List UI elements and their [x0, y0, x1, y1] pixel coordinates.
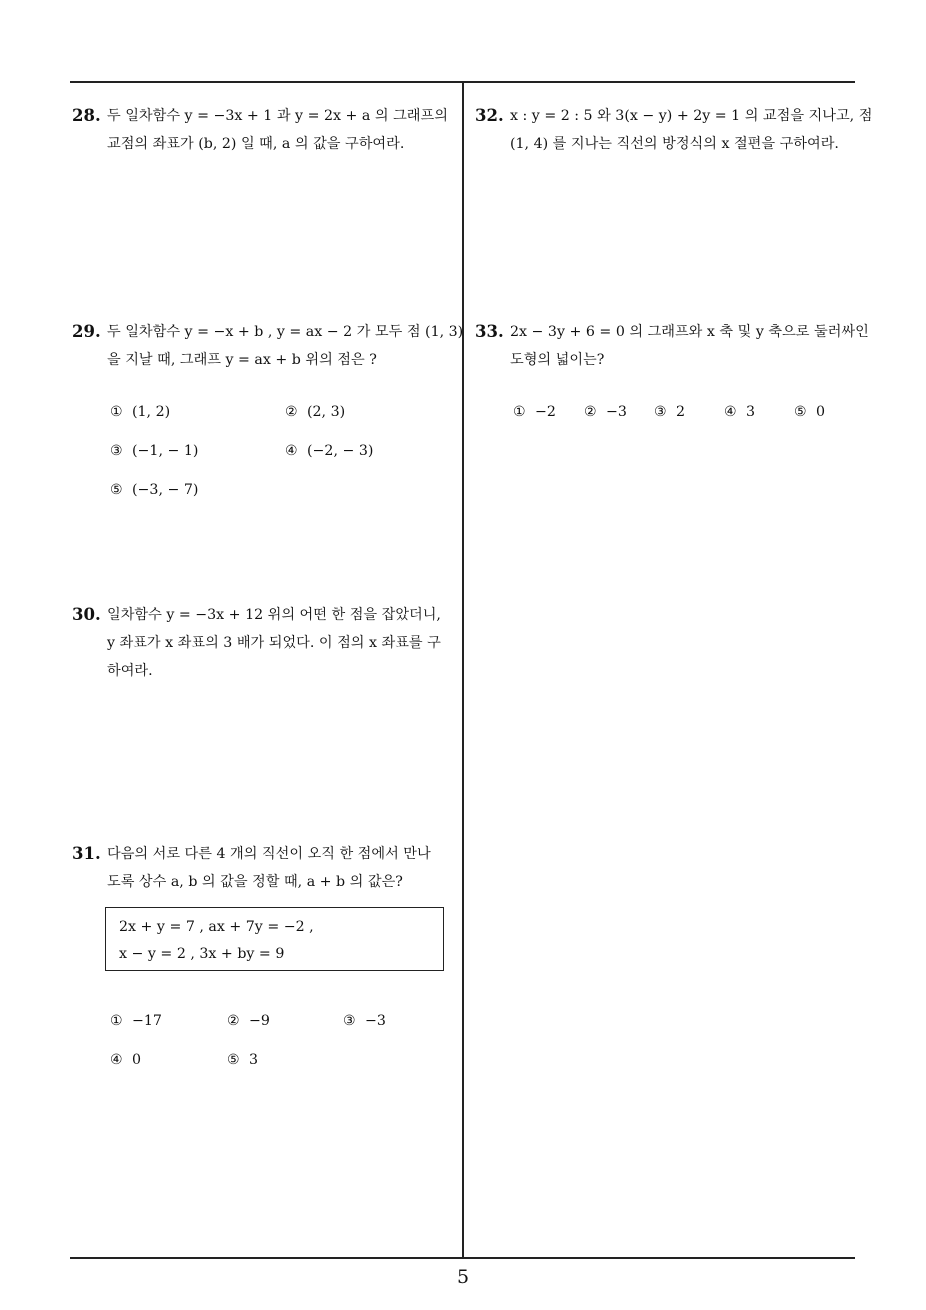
- page-number: 5: [456, 1266, 470, 1288]
- question-number: 30.: [72, 605, 101, 624]
- answer-option-3[interactable]: [110, 443, 198, 459]
- option-mark: ②: [584, 404, 597, 420]
- option-text: −17: [132, 1013, 162, 1029]
- option-text: (1, 2): [132, 404, 171, 420]
- answer-option-5[interactable]: [227, 1052, 258, 1068]
- bottom-rule: [70, 1257, 855, 1259]
- question-text-line: 도록 상수 a, b 의 값을 정할 때, a + b 의 값은?: [107, 874, 403, 890]
- answer-option-5[interactable]: [794, 404, 825, 420]
- option-text: −3: [606, 404, 627, 420]
- option-mark: ①: [513, 404, 526, 420]
- answer-option-3[interactable]: [654, 404, 685, 420]
- question-number: 33.: [475, 322, 504, 341]
- option-mark: ①: [110, 404, 123, 420]
- question-text-line: 두 일차함수 y = −3x + 1 과 y = 2x + a 의 그래프의: [107, 108, 448, 124]
- answer-option-2[interactable]: [584, 404, 627, 420]
- question-text-line: x : y = 2 : 5 와 3(x − y) + 2y = 1 의 교점을 지나고, 점: [510, 108, 873, 124]
- question-30: [72, 601, 441, 685]
- answer-option-3[interactable]: [343, 1013, 386, 1029]
- option-mark: ⑤: [110, 482, 123, 498]
- column-divider: [462, 82, 464, 1258]
- option-text: (−2, − 3): [307, 443, 374, 459]
- equations-line: 2x + y = 7 , ax + 7y = −2 ,: [119, 919, 314, 935]
- question-text-line: 교점의 좌표가 (b, 2) 일 때, a 의 값을 구하여라.: [107, 136, 405, 152]
- answer-option-4[interactable]: [724, 404, 755, 420]
- option-mark: ④: [724, 404, 737, 420]
- option-text: −3: [365, 1013, 386, 1029]
- answer-option-1[interactable]: [110, 404, 170, 420]
- answer-option-1[interactable]: [110, 1013, 162, 1029]
- question-number: 32.: [475, 106, 504, 125]
- question-32: [475, 102, 872, 158]
- option-mark: ②: [285, 404, 298, 420]
- option-mark: ②: [227, 1013, 240, 1029]
- question-text-line: 하여라.: [107, 663, 153, 679]
- answer-option-5[interactable]: [110, 482, 198, 498]
- option-text: 0: [816, 404, 826, 420]
- option-mark: ④: [285, 443, 298, 459]
- question-number: 31.: [72, 844, 101, 863]
- option-text: 0: [132, 1052, 142, 1068]
- option-text: 3: [746, 404, 756, 420]
- question-text-line: 두 일차함수 y = −x + b , y = ax − 2 가 모두 점 (1, 3): [107, 324, 464, 340]
- option-mark: ③: [110, 443, 123, 459]
- answer-option-2[interactable]: [285, 404, 345, 420]
- answer-option-2[interactable]: [227, 1013, 270, 1029]
- option-mark: ③: [654, 404, 667, 420]
- option-mark: ①: [110, 1013, 123, 1029]
- question-text-line: 다음의 서로 다른 4 개의 직선이 오직 한 점에서 만나: [107, 846, 431, 862]
- equations-box: [105, 907, 444, 971]
- option-text: −9: [249, 1013, 270, 1029]
- option-mark: ⑤: [794, 404, 807, 420]
- question-text-line: 을 지날 때, 그래프 y = ax + b 위의 점은 ?: [107, 352, 377, 368]
- question-29: [72, 318, 463, 374]
- option-text: 2: [676, 404, 686, 420]
- option-mark: ④: [110, 1052, 123, 1068]
- question-28: [72, 102, 448, 158]
- question-text-line: (1, 4) 를 지나는 직선의 방정식의 x 절편을 구하여라.: [510, 136, 839, 152]
- question-33: [475, 318, 869, 374]
- option-text: (2, 3): [307, 404, 346, 420]
- option-text: −2: [535, 404, 556, 420]
- question-text-line: 2x − 3y + 6 = 0 의 그래프와 x 축 및 y 축으로 둘러싸인: [510, 324, 869, 340]
- option-text: (−1, − 1): [132, 443, 199, 459]
- question-text-line: 도형의 넓이는?: [510, 352, 605, 368]
- answer-option-1[interactable]: [513, 404, 556, 420]
- option-text: (−3, − 7): [132, 482, 199, 498]
- question-31: [72, 840, 431, 896]
- equations-line: x − y = 2 , 3x + by = 9: [119, 946, 285, 962]
- option-mark: ⑤: [227, 1052, 240, 1068]
- option-text: 3: [249, 1052, 259, 1068]
- question-number: 28.: [72, 106, 101, 125]
- question-text-line: y 좌표가 x 좌표의 3 배가 되었다. 이 점의 x 좌표를 구: [107, 635, 441, 651]
- answer-option-4[interactable]: [285, 443, 373, 459]
- option-mark: ③: [343, 1013, 356, 1029]
- answer-option-4[interactable]: [110, 1052, 141, 1068]
- question-text-line: 일차함수 y = −3x + 12 위의 어떤 한 점을 잡았더니,: [107, 607, 441, 623]
- question-number: 29.: [72, 322, 101, 341]
